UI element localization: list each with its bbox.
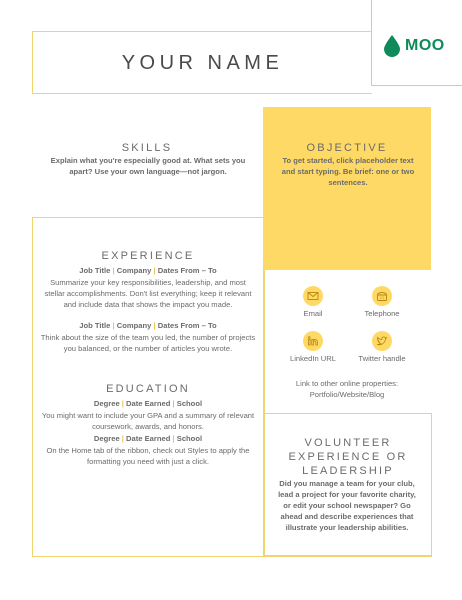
moo-drop-icon (384, 35, 400, 57)
skills-heading: SKILLS (121, 142, 173, 154)
skills-text: Explain what you're especially good at. What sets you apart? Use your own language—not jargon. (50, 156, 246, 176)
job-2-dates: Dates From – To (157, 321, 217, 330)
edu-2-header: Degree | Date Earned | School (93, 434, 203, 443)
job-1-company: Company (116, 266, 152, 275)
objective-text: To get started, click placeholder text and start typing. Be brief: one or two sentences. (281, 156, 415, 187)
job-1-title: Job Title (79, 266, 111, 275)
volunteer-heading: VOLUNTEER EXPERIENCE OR LEADERSHIP (288, 437, 408, 477)
edu-2-description: On the Home tab of the ribbon, check out Styles to apply the formatting you need with just a click. (46, 446, 250, 466)
job-1-dates: Dates From – To (157, 266, 217, 275)
job-2-header: Job Title | Company | Dates From – To (79, 321, 217, 330)
job-2-title: Job Title (79, 321, 111, 330)
objective-heading: OBJECTIVE (306, 142, 388, 154)
edu-1-description: You might want to include your GPA and a summary of relevant coursework, awards, and honors. (41, 411, 255, 431)
edu-2-school: School (176, 434, 203, 443)
job-2-company: Company (116, 321, 152, 330)
twitter-icon (372, 331, 392, 351)
telephone-icon (372, 286, 392, 306)
telephone-label: Telephone (364, 309, 400, 318)
education-heading: EDUCATION (106, 383, 190, 395)
edu-1-degree: Degree (93, 399, 120, 408)
bottom-rule (263, 555, 432, 557)
volunteer-text: Did you manage a team for your club, lead a project for your favorite charity, or edit your school newspaper? Go ahead and describe experiences that illustrate your leadership abilities. (278, 479, 416, 532)
experience-heading: EXPERIENCE (101, 250, 195, 262)
edu-2-degree: Degree (93, 434, 120, 443)
logo-box (371, 0, 462, 86)
edu-1-date: Date Earned (126, 399, 171, 408)
job-1-description: Summarize your key responsibilities, leadership, and most stellar accomplishments. Don't list everything; keep it relevant and include data that shows the impact you made. (44, 278, 252, 309)
edu-1-school: School (176, 399, 203, 408)
email-label: Email (303, 309, 323, 318)
logo-text: MOO (405, 37, 445, 54)
email-icon (303, 286, 323, 306)
linkedin-icon (303, 331, 323, 351)
twitter-label: Twitter handle (358, 354, 406, 363)
linkedin-label: LinkedIn URL (289, 354, 336, 363)
edu-2-date: Date Earned (126, 434, 171, 443)
job-2-description: Think about the size of the team you led, the number of projects you balanced, or the number of articles you wrote. (40, 333, 256, 353)
other-links-text[interactable]: Link to other online properties: Portfolio/Website/Blog (295, 379, 399, 399)
objective-panel (263, 107, 431, 270)
job-1-header: Job Title | Company | Dates From – To (79, 266, 217, 275)
edu-1-header: Degree | Date Earned | School (93, 399, 203, 408)
name-title: YOUR NAME (121, 52, 284, 74)
